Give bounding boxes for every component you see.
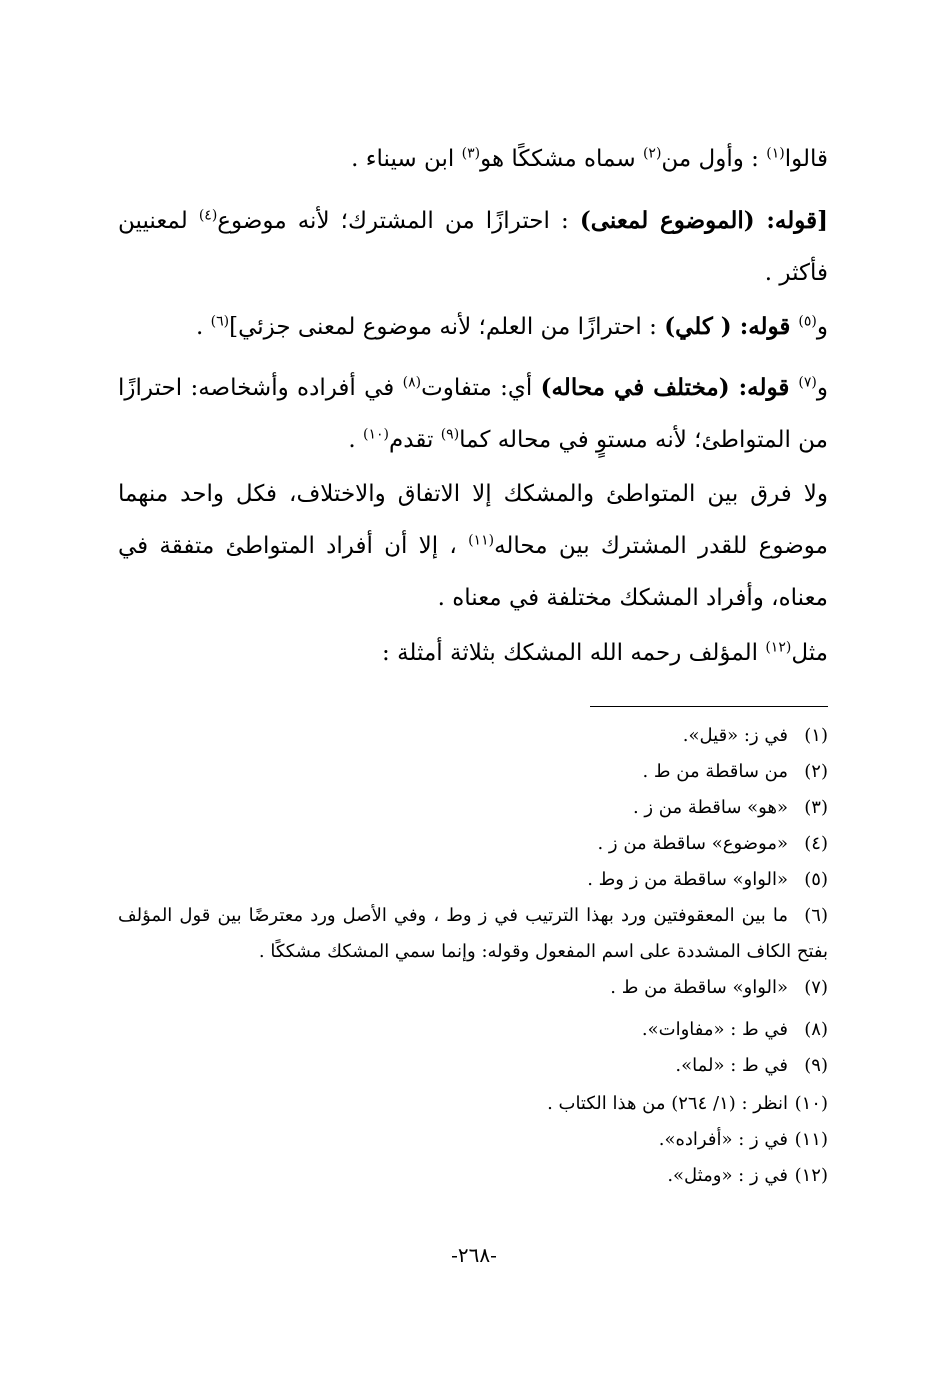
footnote-1 (118, 718, 828, 754)
footnote-number: (١) (804, 725, 828, 746)
paragraph-5 (118, 468, 828, 624)
text: تقدم (389, 427, 441, 453)
footnote-2 (118, 754, 828, 790)
footnote-11 (118, 1122, 828, 1158)
footnote-number: (١٢) (794, 1165, 828, 1186)
paragraph-1 (118, 133, 828, 185)
footnote-number: (٦) (804, 905, 828, 926)
footnote-ref-7[interactable]: (٧) (798, 374, 817, 391)
footnote-ref-5[interactable]: (٥) (798, 313, 817, 330)
text: : احترازًا من المشترك؛ لأنه موضوع (217, 208, 580, 234)
text: المؤلف رحمه الله المشكك بثلاثة أمثلة : (382, 640, 766, 666)
footnote-text: في ط : «لما». (675, 1055, 788, 1076)
text: سماه مشككًا هو (480, 146, 643, 172)
text: مثل (791, 640, 828, 666)
footnote-text: في ز: «قيل». (682, 725, 788, 746)
footnote-ref-8[interactable]: (٨) (402, 374, 422, 391)
footnote-12 (118, 1158, 828, 1194)
bold-quote: قوله: ( كلي) (664, 313, 799, 340)
footnote-ref-9[interactable]: (٩) (440, 426, 460, 443)
text: في أفراده وأشخاصه: احترازًا من المتواطئ؛ لأنه مستوٍ في محاله كما (118, 375, 828, 453)
footnote-number: (٢) (804, 761, 828, 782)
footnote-text: ما بين المعقوفتين ورد بهذا الترتيب في ز وط ، وفي الأصل ورد معترضًا بين قول المؤلف بفتح الكاف المشددة على اسم المفعول وقوله: وإنما سمي المشكك مشككًا . (118, 905, 828, 962)
footnote-number: (٩) (804, 1055, 828, 1076)
footnote-ref-11[interactable]: (١١) (468, 532, 495, 549)
footnote-text: في ز : «أفراده». (658, 1129, 788, 1150)
footnote-text: انظر : (١/ ٢٦٤) من هذا الكتاب . (547, 1093, 788, 1114)
footnote-number: (٧) (804, 977, 828, 998)
footnote-ref-12[interactable]: (١٢) (765, 639, 792, 656)
footnote-ref-6[interactable]: (٦) (210, 313, 230, 330)
paragraph-3 (118, 301, 828, 353)
bold-quote: [قوله: (الموضوع لمعنى) (579, 207, 828, 234)
text: : وأول من (661, 146, 767, 172)
footnote-number: (٤) (804, 833, 828, 854)
text: و (816, 314, 828, 340)
text: ، إلا أن أفراد المتواطئ متفقة في معناه، وأفراد المشكك مختلفة في معناه . (118, 533, 828, 611)
page-number: -٢٦٨- (451, 1243, 497, 1267)
paragraph-2 (118, 195, 828, 299)
text: لمعنيين فأكثر . (118, 208, 828, 286)
footnote-number: (٥) (804, 869, 828, 890)
footnote-text: في ز : «ومثل». (667, 1165, 788, 1186)
footnote-number: (٣) (804, 797, 828, 818)
footnote-10 (118, 1086, 828, 1122)
footnote-text: «هو» ساقطة من ز . (632, 797, 788, 818)
footnote-3 (118, 790, 828, 826)
footnote-8 (118, 1012, 828, 1048)
footnote-number: (١١) (794, 1129, 828, 1150)
text: و (816, 375, 828, 401)
footnote-text: «الواو» ساقطة من ز وط . (587, 869, 788, 890)
paragraph-6 (118, 627, 828, 679)
paragraph-4 (118, 362, 828, 466)
text: . (348, 427, 364, 453)
footnote-ref-2[interactable]: (٢) (642, 145, 662, 162)
bold-quote: قوله: (مختلف في محاله) (540, 374, 799, 401)
footnote-ref-3[interactable]: (٣) (461, 145, 481, 162)
footnote-text: من ساقطة من ط . (642, 761, 788, 782)
text: . (196, 314, 211, 340)
footnote-text: «الواو» ساقطة من ط . (610, 977, 788, 998)
footnote-text: «موضوع» ساقطة من ز . (597, 833, 788, 854)
text: : احترازًا من العلم؛ لأنه موضوع لمعنى جزئي] (229, 314, 665, 340)
footnote-ref-4[interactable]: (٤) (198, 207, 218, 224)
footnote-9 (118, 1048, 828, 1084)
text: أي: متفاوت (421, 375, 541, 401)
text: ابن سيناء . (351, 146, 462, 172)
footnote-4 (118, 826, 828, 862)
footnote-text: في ط : «مفاوات». (641, 1019, 788, 1040)
text: قالوا (784, 146, 828, 172)
footnote-number: (١٠) (794, 1093, 828, 1114)
footnote-ref-10[interactable]: (١٠) (363, 426, 390, 443)
footnote-5 (118, 862, 828, 898)
footnote-6 (118, 898, 828, 970)
footnote-number: (٨) (804, 1019, 828, 1040)
text: ولا فرق بين المتواطئ والمشكك إلا الاتفاق والاختلاف، فكل واحد منهما موضوع للقدر المشترك بين محاله (118, 481, 828, 559)
footnote-ref-1[interactable]: (١) (766, 145, 785, 162)
footnote-separator (590, 706, 828, 707)
footnote-7 (118, 970, 828, 1006)
